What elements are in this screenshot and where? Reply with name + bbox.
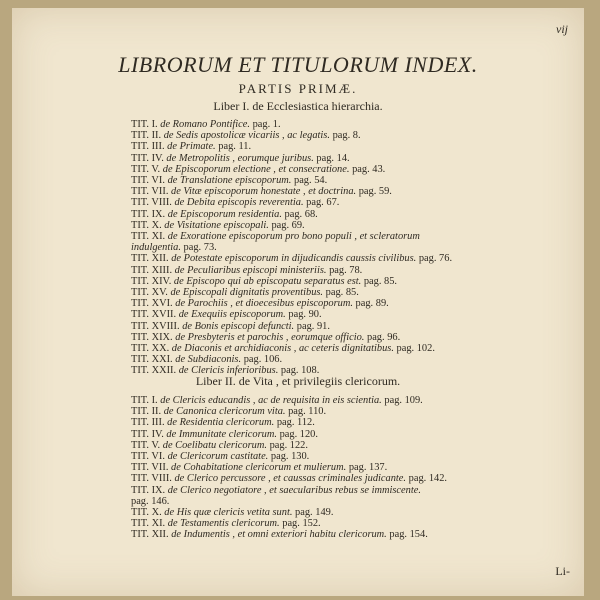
title-number: TIT. V. <box>131 439 161 451</box>
page-reference: pag. 110. <box>288 406 327 418</box>
toc-entry <box>131 507 441 518</box>
title-text: de Exoratione episcoporum pro bono populi , et scleratorum indulgentia. <box>131 231 420 254</box>
catchword: Li- <box>555 564 570 578</box>
title-number: TIT. IX. <box>131 484 166 496</box>
page-reference: pag. 85. <box>363 275 398 287</box>
title-number: TIT. XX. <box>131 343 170 355</box>
title-number: TIT. XVIII. <box>131 320 180 332</box>
page-reference: pag. 73. <box>183 242 217 254</box>
page-reference: pag. 59. <box>358 186 392 198</box>
toc-entry <box>131 440 441 451</box>
toc-entry <box>131 276 441 287</box>
title-number: TIT. III. <box>131 417 165 429</box>
page-reference: pag. 78. <box>329 264 363 276</box>
title-text: de Metropolitis , eorumque juribus. <box>166 152 314 164</box>
title-number: TIT. III. <box>131 141 165 153</box>
title-number: TIT. XI. <box>131 231 166 243</box>
page-reference: pag. 154. <box>389 529 428 541</box>
title-number: TIT. XI. <box>131 518 166 530</box>
toc-entry <box>131 309 441 320</box>
toc-entry <box>131 287 441 298</box>
title-number: TIT. XXI. <box>131 354 173 366</box>
title-text: de Parochiis , et dioecesibus episcoporum. <box>175 298 353 310</box>
page-reference: pag. 137. <box>348 462 388 474</box>
toc-entry <box>131 119 441 130</box>
toc-entry <box>131 485 441 507</box>
page-reference: pag. 8. <box>332 130 361 142</box>
page-reference: pag. 142. <box>408 473 448 485</box>
page-reference: pag. 76. <box>418 253 453 265</box>
title-text: de Clerico negotiatore , et saecularibus rebus se immiscente. <box>167 484 421 496</box>
page-reference: pag. 43. <box>352 163 386 175</box>
title-text: de Sedis apostolicæ vicariis , ac legatis. <box>163 130 330 142</box>
document-page <box>12 8 584 596</box>
page-reference: pag. 102. <box>396 343 435 355</box>
title-text: de Diaconis et archidiaconis , ac ceteris dignitatibus. <box>171 343 394 355</box>
title-number: TIT. XV. <box>131 287 168 299</box>
title-text: de His quæ clericis vetita sunt. <box>164 507 293 519</box>
title-number: TIT. XXII. <box>131 365 177 377</box>
title-number: TIT. XVI. <box>131 298 173 310</box>
title-text: de Vitæ episcoporum honestate , et doctrina. <box>171 186 357 198</box>
title-text: de Translatione episcoporum. <box>167 175 292 187</box>
toc-entry <box>131 197 441 208</box>
toc-entry <box>131 395 441 406</box>
title-text: de Canonica clericorum vita. <box>163 406 286 418</box>
toc-entry <box>131 417 441 428</box>
page-reference: pag. 146. <box>131 495 170 507</box>
title-text: de Cohabitatione clericorum et mulierum. <box>171 462 347 474</box>
page-reference: pag. 89. <box>355 298 389 310</box>
toc-entry <box>131 209 441 220</box>
toc-entry <box>131 451 441 462</box>
title-text: de Indumentis , et omni exteriori habitu clericorum. <box>171 529 387 541</box>
toc-entry <box>131 130 441 141</box>
page-reference: pag. 149. <box>295 507 334 519</box>
title-number: TIT. VII. <box>131 186 169 198</box>
page-reference: pag. 67. <box>306 197 340 209</box>
title-number: TIT. VIII. <box>131 197 172 209</box>
page-reference: pag. 96. <box>367 331 401 343</box>
book1-entries <box>131 119 453 377</box>
page-reference: pag. 106. <box>243 354 283 366</box>
title-number: TIT. XII. <box>131 253 169 265</box>
title-number: TIT. VIII. <box>131 473 172 485</box>
title-text: de Immunitate clericorum. <box>166 428 277 440</box>
title-text: de Clerico percussore , et caussas criminales judicante. <box>174 473 407 485</box>
page-reference: pag. 152. <box>282 518 321 530</box>
title-text: de Debita episcopis reverentia. <box>174 197 304 209</box>
toc-entry <box>131 429 441 440</box>
title-text: de Clericis educandis , ac de requisita in eis scientia. <box>160 395 382 406</box>
book2-entries <box>131 395 448 541</box>
title-text: de Presbyteris et parochis , eorumque officio. <box>175 331 365 343</box>
title-text: de Subdiaconis. <box>175 354 242 366</box>
page-reference: pag. 108. <box>280 365 320 377</box>
title-text: de Peculiaribus episcopi ministeriis. <box>174 264 327 276</box>
title-number: TIT. VII. <box>131 462 169 474</box>
title-text: de Romano Pontifice. <box>160 119 250 130</box>
title-number: TIT. I. <box>131 395 158 406</box>
toc-entry <box>131 220 441 231</box>
toc-entry <box>131 332 441 343</box>
title-text: de Clericorum castitate. <box>167 451 269 463</box>
toc-entry <box>131 265 441 276</box>
page-reference: pag. 11. <box>218 141 252 153</box>
title-number: TIT. VI. <box>131 451 165 463</box>
title-text: de Exequiis episcoporum. <box>178 309 286 321</box>
page-reference: pag. 1. <box>252 119 281 130</box>
page-reference: pag. 120. <box>279 428 318 440</box>
title-text: de Coelibatu clericorum. <box>162 439 267 451</box>
toc-entry <box>131 343 441 354</box>
toc-entry <box>131 253 453 265</box>
toc-entry <box>131 354 441 365</box>
page-reference: pag. 85. <box>325 287 359 299</box>
title-text: de Residentia clericorum. <box>167 417 275 429</box>
title-number: TIT. VI. <box>131 175 165 187</box>
page-reference: pag. 112. <box>276 417 315 429</box>
part-title: PARTIS PRIMÆ. <box>238 81 358 96</box>
page-reference: pag. 69. <box>271 219 305 231</box>
title-text: de Potestate episcoporum in dijudicandis caussis civilibus. <box>171 253 417 265</box>
title-number: TIT. IV. <box>131 428 164 440</box>
toc-entry <box>131 518 441 529</box>
title-number: TIT. IV. <box>131 152 164 164</box>
toc-entry <box>131 141 441 152</box>
toc-entry <box>131 153 441 164</box>
title-number: TIT. IX. <box>131 208 166 220</box>
page-reference: pag. 90. <box>288 309 322 321</box>
page-number: vij <box>556 22 568 36</box>
title-number: TIT. XII. <box>131 529 169 541</box>
title-number: TIT. V. <box>131 163 161 175</box>
book1-title: Liber I. de Ecclesiastica hierarchia. <box>213 99 383 113</box>
page-reference: pag. 54. <box>294 175 328 187</box>
title-text: de Visitatione episcopali. <box>164 219 269 231</box>
title-text: de Primate. <box>167 141 216 153</box>
title-number: TIT. XVII. <box>131 309 177 321</box>
toc-entry <box>131 298 441 309</box>
toc-entry <box>131 231 441 253</box>
book2-title: Liber II. de Vita , et privilegiis clericorum. <box>195 374 401 388</box>
title-number: TIT. II. <box>131 406 162 418</box>
title-text: de Episcoporum electione , et consecratione. <box>162 163 350 175</box>
page-reference: pag. 91. <box>296 320 330 332</box>
toc-entry <box>131 175 441 186</box>
title-number: TIT. I. <box>131 119 158 130</box>
page-reference: pag. 14. <box>316 152 350 164</box>
toc-entry <box>131 473 448 485</box>
toc-entry <box>131 462 441 473</box>
toc-entry <box>131 529 441 540</box>
title-number: TIT. X. <box>131 219 162 231</box>
page-reference: pag. 68. <box>284 208 318 220</box>
page-reference: pag. 122. <box>269 439 308 451</box>
title-text: de Clericis inferioribus. <box>178 365 279 377</box>
title-number: TIT. XIII. <box>131 264 173 276</box>
title-text: de Testamentis clericorum. <box>167 518 280 530</box>
page-reference: pag. 109. <box>384 395 423 406</box>
title-text: de Episcopali dignitatis proventibus. <box>170 287 324 299</box>
toc-entry <box>131 321 441 332</box>
index-title: LIBRORUM ET TITULORUM INDEX. <box>118 52 478 77</box>
toc-entry <box>131 164 441 175</box>
title-text: de Episcoporum residentia. <box>167 208 282 220</box>
title-number: TIT. XIX. <box>131 331 173 343</box>
title-number: TIT. XIV. <box>131 275 172 287</box>
toc-entry <box>131 186 441 197</box>
page-reference: pag. 130. <box>270 451 310 463</box>
title-number: TIT. II. <box>131 130 162 142</box>
title-text: de Episcopo qui ab episcopatu separatus est. <box>173 275 362 287</box>
toc-entry <box>131 406 441 417</box>
title-number: TIT. X. <box>131 507 162 519</box>
title-text: de Bonis episcopi defuncti. <box>182 320 295 332</box>
